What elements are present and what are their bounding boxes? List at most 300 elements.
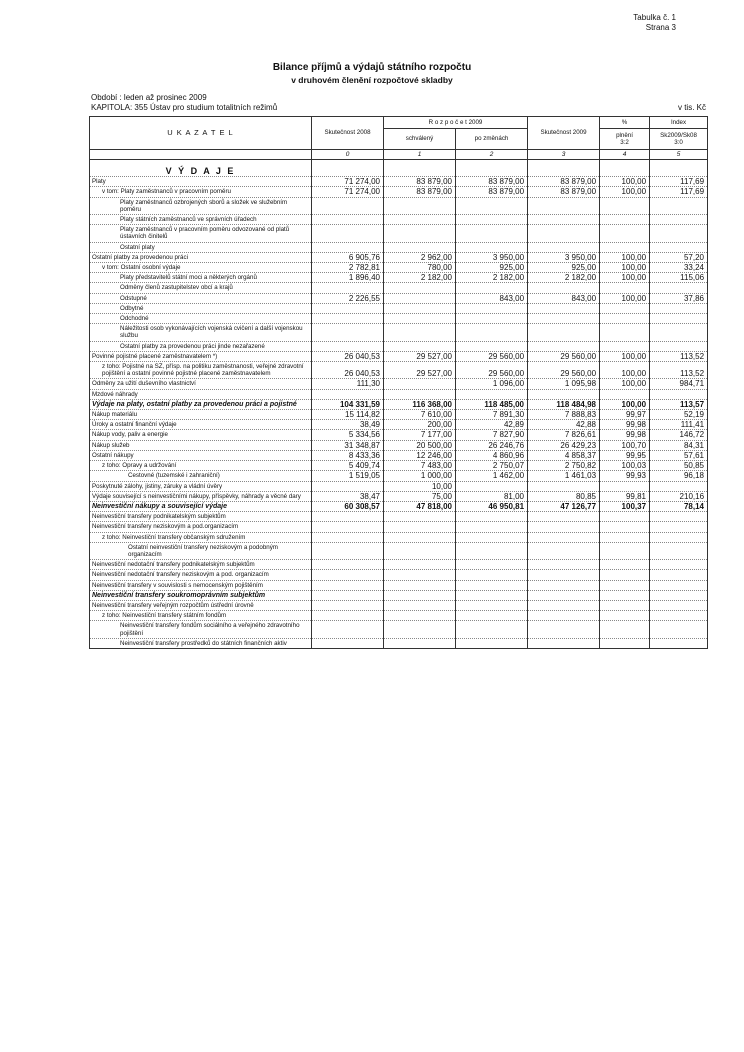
row-value-col0 (312, 314, 384, 324)
row-value-col5: 84,31 (650, 440, 708, 450)
row-value-col5 (650, 611, 708, 621)
row-value-col0 (312, 215, 384, 225)
header-skut2008: Skutečnost 2008 (312, 117, 384, 150)
row-value-col0 (312, 324, 384, 341)
row-value-col3 (528, 542, 600, 559)
row-value-col4 (600, 481, 650, 491)
row-value-col3: 26 429,23 (528, 440, 600, 450)
row-value-col4: 99,97 (600, 410, 650, 420)
row-value-col4: 99,95 (600, 450, 650, 460)
row-value-col1 (384, 283, 456, 293)
budget-table (89, 116, 708, 649)
row-value-col5: 57,20 (650, 252, 708, 262)
row-label: Platy představitelů státní moci a některých orgánů (90, 273, 312, 283)
row-value-col3: 83 879,00 (528, 187, 600, 197)
row-label: v tom: Ostatní osobní výdaje (90, 263, 312, 273)
row-value-col0 (312, 283, 384, 293)
row-value-col4 (600, 225, 650, 242)
row-value-col4 (600, 283, 650, 293)
row-value-col1: 83 879,00 (384, 177, 456, 187)
row-value-col4: 99,81 (600, 491, 650, 501)
table-row (90, 471, 708, 481)
row-value-col5 (650, 512, 708, 522)
row-value-col3 (528, 638, 600, 648)
header-index-sub-formula: 3:0 (674, 139, 683, 147)
row-value-col3 (528, 570, 600, 580)
row-value-col5: 52,19 (650, 410, 708, 420)
row-value-col5 (650, 389, 708, 399)
row-value-col2 (456, 560, 528, 570)
row-label: Platy státních zaměstnanců ve správních úřadech (90, 215, 312, 225)
row-value-col4 (600, 215, 650, 225)
row-value-col1 (384, 522, 456, 532)
table-row (90, 303, 708, 313)
row-value-col4 (600, 197, 650, 214)
row-value-col5 (650, 481, 708, 491)
table-row (90, 430, 708, 440)
row-value-col3: 2 182,00 (528, 273, 600, 283)
row-value-col5: 96,18 (650, 471, 708, 481)
row-value-col0 (312, 600, 384, 610)
row-value-col4: 100,00 (600, 187, 650, 197)
row-value-col5 (650, 242, 708, 252)
table-row (90, 611, 708, 621)
row-value-col3: 80,85 (528, 491, 600, 501)
row-value-col0 (312, 621, 384, 638)
row-value-col5: 50,85 (650, 461, 708, 471)
row-value-col1 (384, 389, 456, 399)
row-value-col5 (650, 225, 708, 242)
row-value-col0: 104 331,59 (312, 399, 384, 409)
row-value-col5 (650, 324, 708, 341)
row-value-col1 (384, 542, 456, 559)
row-value-col4: 99,98 (600, 420, 650, 430)
row-value-col0 (312, 197, 384, 214)
row-value-col4 (600, 638, 650, 648)
page-subtitle: v druhovém členění rozpočtové skladby (291, 75, 453, 85)
row-value-col1: 7 483,00 (384, 461, 456, 471)
row-value-col1: 200,00 (384, 420, 456, 430)
row-label: Ostatní nákupy (90, 450, 312, 460)
header-num-4: 4 (600, 150, 650, 160)
row-value-col1: 1 000,00 (384, 471, 456, 481)
row-value-col0: 26 040,53 (312, 362, 384, 379)
table-row (90, 362, 708, 379)
header-num-2: 2 (456, 150, 528, 160)
row-value-col2 (456, 314, 528, 324)
row-label: Neinvestiční transfery fondům sociálního a veřejného zdravotního pojištění (90, 621, 312, 638)
row-value-col1 (384, 532, 456, 542)
row-value-col0 (312, 580, 384, 590)
row-value-col3: 7 826,61 (528, 430, 600, 440)
row-value-col1 (384, 215, 456, 225)
row-value-col3 (528, 512, 600, 522)
row-value-col1: 47 818,00 (384, 501, 456, 511)
row-value-col5 (650, 341, 708, 351)
row-label: v tom: Platy zaměstnanců v pracovním poměru (90, 187, 312, 197)
row-value-col1 (384, 225, 456, 242)
header-rozpocet: R o z p o č e t 2009 (384, 117, 528, 129)
row-label: Platy zaměstnanců ozbrojených sborů a složek ve služebním poměru (90, 197, 312, 214)
row-value-col2 (456, 303, 528, 313)
row-value-col2: 83 879,00 (456, 187, 528, 197)
row-value-col1: 29 527,00 (384, 351, 456, 361)
row-value-col5 (650, 600, 708, 610)
row-label: Nákup vody, paliv a energie (90, 430, 312, 440)
row-label: Neinvestiční transfery soukromoprávním subjektům (90, 590, 312, 600)
row-value-col3 (528, 611, 600, 621)
row-label: Platy (90, 177, 312, 187)
row-value-col4: 100,00 (600, 252, 650, 262)
row-value-col5 (650, 215, 708, 225)
row-value-col1: 20 500,00 (384, 440, 456, 450)
row-label: Neinvestiční transfery neziskovým a pod.organizacím (90, 522, 312, 532)
header-pct: % (600, 117, 650, 129)
header-pozmenach: po změnách (456, 129, 528, 150)
row-value-col0: 8 433,36 (312, 450, 384, 460)
row-value-col4 (600, 242, 650, 252)
row-value-col5: 37,86 (650, 293, 708, 303)
table-row (90, 324, 708, 341)
table-row (90, 542, 708, 559)
row-value-col1: 10,00 (384, 481, 456, 491)
row-value-col4 (600, 580, 650, 590)
header-pct-sub (600, 129, 650, 150)
row-label: Neinvestiční transfery v souvislosti s nemocenským pojištěním (90, 580, 312, 590)
row-value-col3: 29 560,00 (528, 351, 600, 361)
row-label: Odbytné (90, 303, 312, 313)
header-num-5: 5 (650, 150, 708, 160)
row-value-col2 (456, 542, 528, 559)
row-value-col3: 4 858,37 (528, 450, 600, 460)
row-value-col0 (312, 570, 384, 580)
header-num-0: 0 (312, 150, 384, 160)
row-value-col4: 100,00 (600, 273, 650, 283)
row-value-col3 (528, 580, 600, 590)
row-value-col2 (456, 532, 528, 542)
row-label: Odměny členů zastupitelstev obcí a krajů (90, 283, 312, 293)
row-value-col5: 111,41 (650, 420, 708, 430)
table-row (90, 314, 708, 324)
row-value-col2: 2 750,07 (456, 461, 528, 471)
row-label: Odstupné (90, 293, 312, 303)
row-value-col0 (312, 512, 384, 522)
row-value-col2 (456, 215, 528, 225)
row-value-col0 (312, 590, 384, 600)
row-value-col5: 57,61 (650, 450, 708, 460)
row-value-col1: 116 368,00 (384, 399, 456, 409)
row-value-col0 (312, 542, 384, 559)
row-value-col5: 113,52 (650, 362, 708, 379)
row-value-col4: 99,98 (600, 430, 650, 440)
row-value-col0 (312, 225, 384, 242)
row-value-col2: 26 246,76 (456, 440, 528, 450)
row-label: Nákup služeb (90, 440, 312, 450)
row-value-col2: 118 485,00 (456, 399, 528, 409)
row-value-col4 (600, 522, 650, 532)
row-value-col2: 1 096,00 (456, 379, 528, 389)
row-value-col5: 78,14 (650, 501, 708, 511)
row-value-col0: 1 519,05 (312, 471, 384, 481)
row-value-col4: 100,37 (600, 501, 650, 511)
table-row (90, 225, 708, 242)
row-value-col2 (456, 242, 528, 252)
row-label: Neinvestiční nedotační transfery podnikatelským subjektům (90, 560, 312, 570)
table-row (90, 252, 708, 262)
row-value-col1 (384, 512, 456, 522)
row-value-col2: 7 827,90 (456, 430, 528, 440)
row-value-col3: 3 950,00 (528, 252, 600, 262)
row-label: Nákup materiálu (90, 410, 312, 420)
row-value-col0: 60 308,57 (312, 501, 384, 511)
row-label: Úroky a ostatní finanční výdaje (90, 420, 312, 430)
row-value-col3 (528, 481, 600, 491)
row-value-col3: 42,88 (528, 420, 600, 430)
chapter-label: KAPITOLA: 355 Ústav pro studium totalitních režimů (91, 103, 278, 112)
row-value-col2 (456, 522, 528, 532)
row-value-col1: 7 177,00 (384, 430, 456, 440)
row-label: Platy zaměstnanců v pracovním poměru odvozované od platů ústavních činitelů (90, 225, 312, 242)
row-label: Ostatní neinvestiční transfery neziskovým a podobným organizacím (90, 542, 312, 559)
row-value-col1 (384, 324, 456, 341)
row-value-col0 (312, 532, 384, 542)
row-label: z toho: Pojistné na SZ, přísp. na politiku zaměstnanosti, veřejné zdravotní pojištění a ostatní povinné pojistné placené zaměstnavatelem (90, 362, 312, 379)
row-value-col4: 100,00 (600, 399, 650, 409)
table-row (90, 512, 708, 522)
row-value-col3: 29 560,00 (528, 362, 600, 379)
table-row (90, 570, 708, 580)
table-row (90, 461, 708, 471)
row-value-col2 (456, 611, 528, 621)
row-value-col1 (384, 293, 456, 303)
row-label: Neinvestiční nákupy a související výdaje (90, 501, 312, 511)
row-value-col4 (600, 570, 650, 580)
row-value-col0: 1 896,40 (312, 273, 384, 283)
row-value-col2 (456, 621, 528, 638)
row-value-col2: 4 860,96 (456, 450, 528, 460)
row-label: Neinvestiční transfery veřejným rozpočtům ústřední úrovně (90, 600, 312, 610)
row-label: Ostatní platby za provedenou práci (90, 252, 312, 262)
row-value-col4 (600, 621, 650, 638)
row-value-col2: 42,89 (456, 420, 528, 430)
row-value-col2 (456, 580, 528, 590)
row-value-col0: 71 274,00 (312, 177, 384, 187)
section-title: V Ý D A J E (90, 160, 312, 177)
row-value-col5: 146,72 (650, 430, 708, 440)
row-value-col2: 925,00 (456, 263, 528, 273)
row-value-col3 (528, 215, 600, 225)
row-value-col0: 5 334,56 (312, 430, 384, 440)
row-value-col3 (528, 590, 600, 600)
unit-label: v tis. Kč (677, 103, 706, 112)
row-value-col0 (312, 481, 384, 491)
row-value-col2 (456, 341, 528, 351)
table-row (90, 638, 708, 648)
table-row (90, 560, 708, 570)
row-value-col0: 15 114,82 (312, 410, 384, 420)
row-value-col0 (312, 560, 384, 570)
row-value-col5: 113,57 (650, 399, 708, 409)
row-value-col2 (456, 512, 528, 522)
row-label: Neinvestiční nedotační transfery neziskovým a pod. organizacím (90, 570, 312, 580)
page-number: Strana 3 (645, 23, 676, 32)
row-value-col0: 2 782,81 (312, 263, 384, 273)
row-value-col3 (528, 600, 600, 610)
row-value-col1 (384, 590, 456, 600)
row-value-col0 (312, 638, 384, 648)
row-value-col3 (528, 389, 600, 399)
row-value-col2 (456, 324, 528, 341)
row-value-col4: 100,00 (600, 293, 650, 303)
row-label: z toho: Opravy a udržování (90, 461, 312, 471)
row-label: Odměny za užití duševního vlastnictví (90, 379, 312, 389)
row-value-col5 (650, 283, 708, 293)
row-value-col3: 7 888,83 (528, 410, 600, 420)
row-value-col4 (600, 590, 650, 600)
row-value-col3 (528, 225, 600, 242)
row-value-col1: 780,00 (384, 263, 456, 273)
table-row (90, 351, 708, 361)
row-value-col5 (650, 303, 708, 313)
row-value-col5: 113,52 (650, 351, 708, 361)
header-index-sub (650, 129, 708, 150)
row-label: Náležitosti osob vykonávajících vojenská cvičení a další vojenskou službu (90, 324, 312, 341)
table-row (90, 580, 708, 590)
row-value-col5 (650, 314, 708, 324)
row-value-col1 (384, 303, 456, 313)
header-ukazatel: U K A Z A T E L (90, 117, 312, 150)
row-value-col3: 83 879,00 (528, 177, 600, 187)
row-value-col4: 99,93 (600, 471, 650, 481)
header-index: Index (650, 117, 708, 129)
row-label: Neinvestiční transfery prostředků do státních finančních aktiv (90, 638, 312, 648)
table-row (90, 522, 708, 532)
row-value-col4 (600, 512, 650, 522)
row-value-col4: 100,00 (600, 177, 650, 187)
header-num-1: 1 (384, 150, 456, 160)
row-value-col2 (456, 590, 528, 600)
row-value-col4 (600, 324, 650, 341)
row-value-col2: 7 891,30 (456, 410, 528, 420)
row-value-col1 (384, 197, 456, 214)
table-row (90, 293, 708, 303)
row-value-col2: 1 462,00 (456, 471, 528, 481)
row-label: Poskytnuté zálohy, jistiny, záruky a vládní úvěry (90, 481, 312, 491)
row-value-col2: 29 560,00 (456, 362, 528, 379)
table-row (90, 273, 708, 283)
row-value-col3 (528, 242, 600, 252)
row-value-col0 (312, 303, 384, 313)
row-value-col3 (528, 560, 600, 570)
table-row (90, 410, 708, 420)
row-label: Ostatní platby za provedenou práci jinde nezařazené (90, 341, 312, 351)
header-skut2009: Skutečnost 2009 (528, 117, 600, 150)
row-value-col3: 1 461,03 (528, 471, 600, 481)
row-value-col3: 47 126,77 (528, 501, 600, 511)
row-value-col3 (528, 532, 600, 542)
row-value-col4 (600, 389, 650, 399)
table-row (90, 590, 708, 600)
row-value-col1 (384, 314, 456, 324)
row-value-col4: 100,00 (600, 362, 650, 379)
row-value-col0: 26 040,53 (312, 351, 384, 361)
row-value-col0: 71 274,00 (312, 187, 384, 197)
row-value-col2 (456, 600, 528, 610)
row-value-col4 (600, 532, 650, 542)
row-value-col1 (384, 379, 456, 389)
row-value-col5: 984,71 (650, 379, 708, 389)
table-row (90, 532, 708, 542)
row-value-col5 (650, 532, 708, 542)
header-pct-sub-formula: 3:2 (620, 139, 629, 147)
row-value-col3 (528, 197, 600, 214)
header-pct-sub-label: plnění (616, 131, 633, 139)
row-value-col2 (456, 638, 528, 648)
row-value-col0 (312, 522, 384, 532)
row-value-col4 (600, 314, 650, 324)
row-value-col1: 2 962,00 (384, 252, 456, 262)
table-row (90, 389, 708, 399)
row-value-col0: 111,30 (312, 379, 384, 389)
row-value-col3: 118 484,98 (528, 399, 600, 409)
row-value-col2: 81,00 (456, 491, 528, 501)
row-value-col2: 2 182,00 (456, 273, 528, 283)
row-value-col5 (650, 522, 708, 532)
row-value-col3 (528, 341, 600, 351)
row-value-col5 (650, 590, 708, 600)
table-row (90, 501, 708, 511)
row-value-col4 (600, 600, 650, 610)
table-row (90, 197, 708, 214)
period-label: Období : leden až prosinec 2009 (91, 93, 207, 102)
row-value-col3: 925,00 (528, 263, 600, 273)
row-value-col5: 117,69 (650, 187, 708, 197)
row-value-col1 (384, 341, 456, 351)
row-value-col1 (384, 242, 456, 252)
table-row (90, 379, 708, 389)
table-row (90, 187, 708, 197)
row-label: Odchodné (90, 314, 312, 324)
row-value-col4: 100,00 (600, 379, 650, 389)
row-label: Ostatní platy (90, 242, 312, 252)
row-value-col1 (384, 600, 456, 610)
row-value-col1 (384, 560, 456, 570)
row-value-col0 (312, 611, 384, 621)
table-row (90, 481, 708, 491)
table-row (90, 621, 708, 638)
row-value-col0: 38,47 (312, 491, 384, 501)
row-value-col5 (650, 580, 708, 590)
row-value-col4 (600, 611, 650, 621)
row-value-col4 (600, 341, 650, 351)
table-row (90, 341, 708, 351)
row-value-col0: 5 409,74 (312, 461, 384, 471)
row-value-col5 (650, 621, 708, 638)
page-title: Bilance příjmů a výdajů státního rozpočtu (272, 62, 472, 73)
row-label: Cestovné (tuzemské i zahraniční) (90, 471, 312, 481)
row-value-col5 (650, 638, 708, 648)
row-value-col1: 75,00 (384, 491, 456, 501)
row-value-col1: 83 879,00 (384, 187, 456, 197)
row-value-col3 (528, 621, 600, 638)
row-value-col4: 100,00 (600, 263, 650, 273)
table-body (90, 160, 708, 649)
row-value-col1 (384, 621, 456, 638)
header-num-empty (90, 150, 312, 160)
row-value-col5: 115,06 (650, 273, 708, 283)
row-value-col3 (528, 522, 600, 532)
row-value-col2 (456, 389, 528, 399)
